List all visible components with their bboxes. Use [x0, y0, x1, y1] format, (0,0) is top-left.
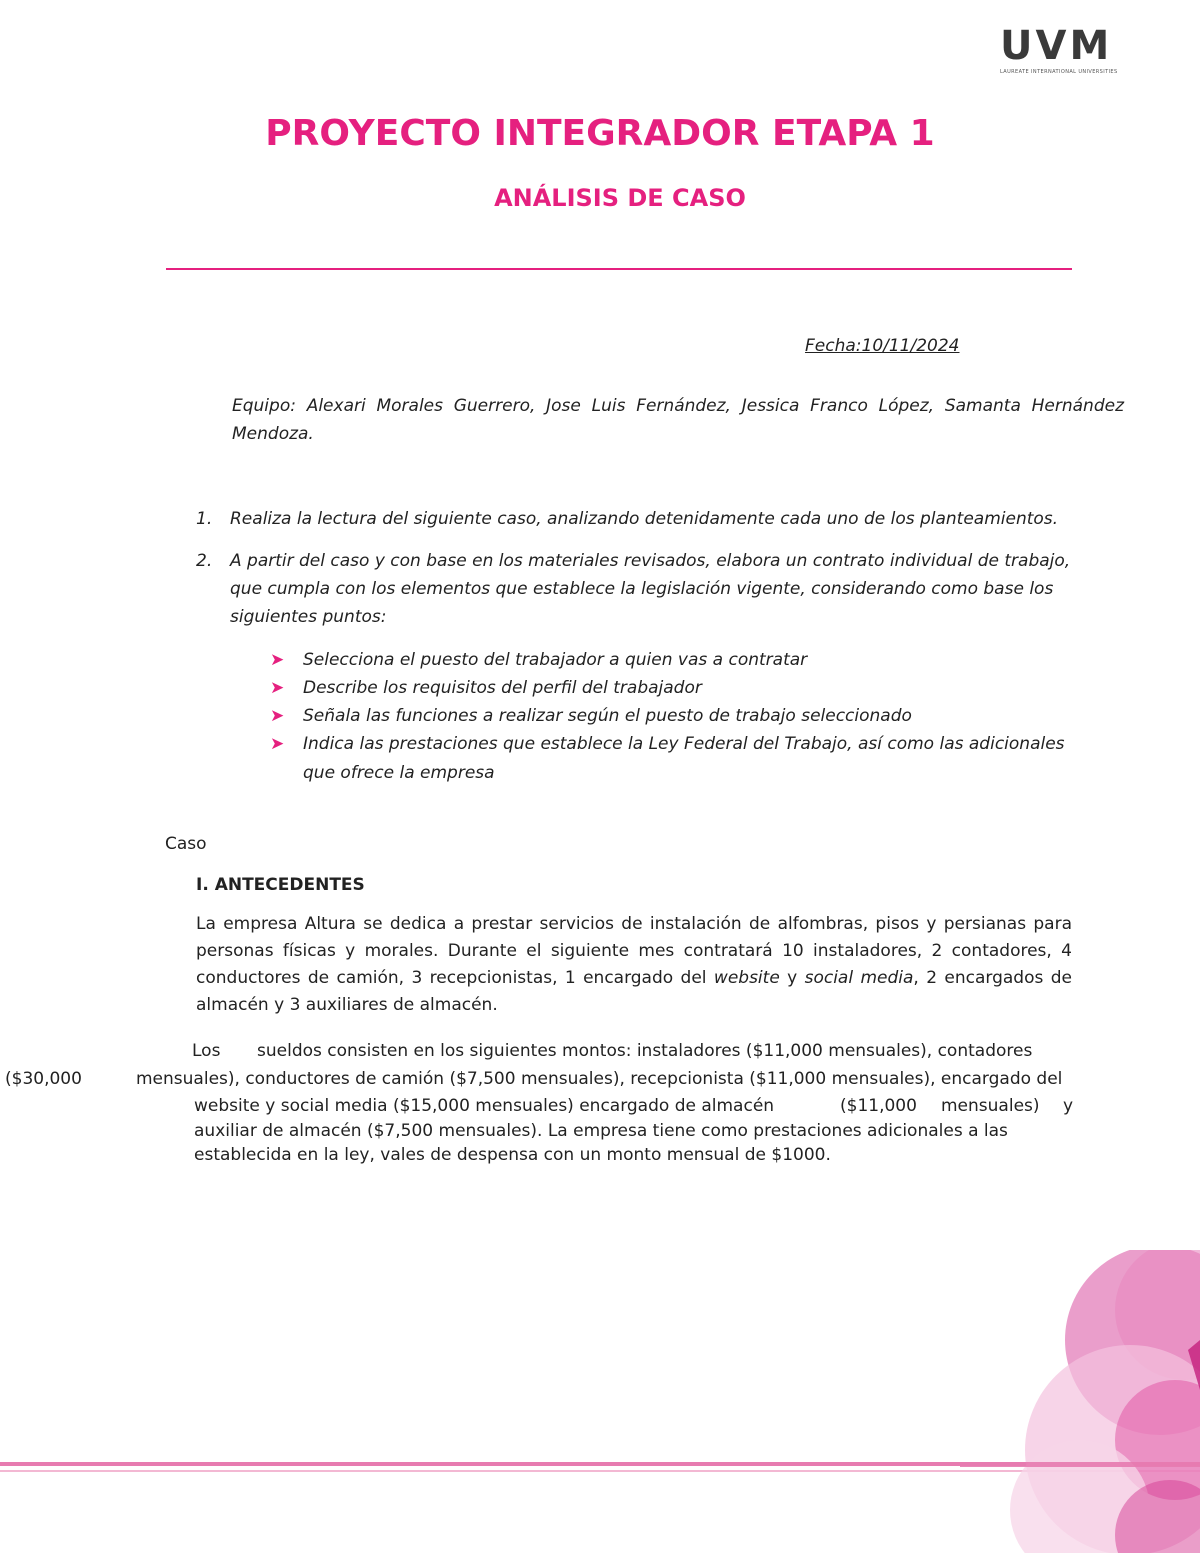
- case-text: La empresa Altura se dedica a prestar servicios de instalación de alfombras, pisos y persianas para personas físicas y morales. Durante el siguiente mes contratará 10 instaladores, 2 contadores, 4 conductores de camión, 3 recepcionistas, 1 encargado del: [196, 914, 1072, 988]
- salary-text: ($11,000: [840, 1096, 917, 1116]
- logo-subtitle: LAUREATE INTERNATIONAL UNIVERSITIES: [1000, 69, 1118, 75]
- instruction-2-line2: que cumpla con los elementos que establece la legislación vigente, considerando como base los: [230, 579, 1054, 599]
- case-text-website: website: [713, 968, 780, 988]
- case-text-social: social media: [804, 968, 914, 988]
- bullet-item: Describe los requisitos del perfil del trabajador: [303, 678, 702, 698]
- title-divider: [166, 268, 1072, 270]
- section-heading: I. ANTECEDENTES: [196, 875, 365, 895]
- bullet-item: Indica las prestaciones que establece la Ley Federal del Trabajo, así como las adicionales: [303, 734, 1065, 754]
- page-subtitle: ANÁLISIS DE CASO: [494, 184, 746, 212]
- team-members: Equipo: Alexari Morales Guerrero, Jose Luis Fernández, Jessica Franco López, Samanta Hernández Mendoza.: [232, 396, 1124, 444]
- salary-text: Los: [192, 1041, 221, 1061]
- uvm-logo: [1000, 23, 1120, 78]
- salary-text: website y social media ($15,000 mensuales) encargado de almacén: [194, 1096, 775, 1116]
- bullet-item: Señala las funciones a realizar según el puesto de trabajo seleccionado: [303, 706, 912, 726]
- case-label: Caso: [165, 834, 207, 854]
- salary-text: y: [1063, 1096, 1074, 1116]
- case-text: , 2 encargados de almacén y 3 auxiliares de almacén.: [196, 968, 1072, 1015]
- date-line: Fecha:10/11/2024: [805, 336, 960, 356]
- salary-text: mensuales), conductores de camión ($7,500 mensuales), recepcionista ($11,000 mensuales), encargado del: [136, 1069, 1063, 1089]
- arrow-bullet-icon: ➤: [270, 650, 285, 670]
- salary-text: ($30,000: [5, 1069, 82, 1089]
- salary-text: establecida en la ley, vales de despensa con un monto mensual de $1000.: [194, 1145, 831, 1165]
- arrow-bullet-icon: ➤: [270, 678, 285, 698]
- instruction-2-line3: siguientes puntos:: [230, 607, 387, 627]
- bullet-item: Selecciona el puesto del trabajador a quien vas a contratar: [303, 650, 808, 670]
- decorative-circles: [960, 1250, 1200, 1553]
- instruction-1-text: Realiza la lectura del siguiente caso, analizando detenidamente cada uno de los planteamientos.: [230, 509, 1059, 529]
- arrow-bullet-icon: ➤: [270, 734, 285, 754]
- salary-text: mensuales): [941, 1096, 1040, 1116]
- page-title: PROYECTO INTEGRADOR ETAPA 1: [265, 113, 935, 154]
- case-text: y: [779, 968, 805, 988]
- salary-text: sueldos consisten en los siguientes montos: instaladores ($11,000 mensuales), contadores: [257, 1041, 1033, 1061]
- case-paragraph: [196, 911, 1072, 1019]
- salary-text: auxiliar de almacén ($7,500 mensuales). La empresa tiene como prestaciones adicionales a las: [194, 1121, 1008, 1141]
- instruction-2-line1: A partir del caso y con base en los materiales revisados, elabora un contrato individual de trabajo,: [230, 551, 1071, 571]
- bullet-item-continuation: que ofrece la empresa: [303, 763, 495, 783]
- list-number-1: 1.: [196, 509, 213, 529]
- logo-text: UVM: [1000, 23, 1113, 69]
- list-number-2: 2.: [196, 551, 213, 571]
- arrow-bullet-icon: ➤: [270, 706, 285, 726]
